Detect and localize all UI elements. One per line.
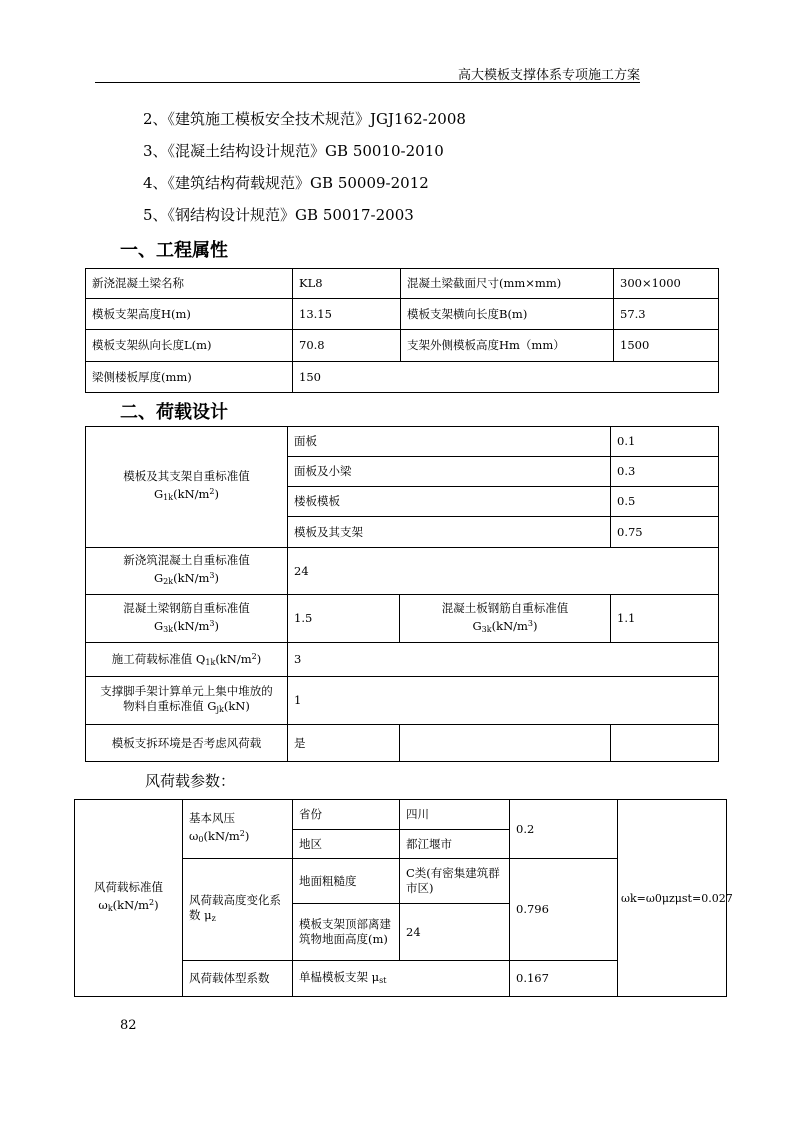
top-height-label: 模板支架顶部离建筑物地面高度(m) bbox=[293, 904, 400, 961]
g1k-label: 模板及其支架自重标准值 $G_{1k}(kN/m^2)$ bbox=[86, 427, 288, 548]
cell-value: 70.8 bbox=[293, 330, 401, 362]
wind-formula: ωk=ω0μzμst=0.027 bbox=[618, 800, 727, 997]
wind-consider-label: 模板支拆环境是否考虑风荷载 bbox=[86, 725, 288, 762]
district-label: 地区 bbox=[293, 830, 400, 859]
g3k-value: 1.5 bbox=[288, 595, 400, 643]
page-number: 82 bbox=[120, 1018, 137, 1033]
cell-label: 混凝土梁截面尺寸(mm×mm) bbox=[401, 269, 614, 299]
g1k-item-name: 模板及其支架 bbox=[288, 517, 611, 548]
province-label: 省份 bbox=[293, 800, 400, 830]
wind-standard-label: 风荷载标准值 $\omega_k(kN/m^2)$ bbox=[75, 800, 183, 997]
cell-value: 13.15 bbox=[293, 299, 401, 330]
basic-wind-pressure-label: 基本风压 $\omega_0(kN/m^2)$ bbox=[183, 800, 293, 859]
height-coefficient-label: 风荷载高度变化系数 $\mu_z$ bbox=[183, 859, 293, 961]
g2k-label: 新浇筑混凝土自重标准值 $G_{2k}(kN/m^3)$ bbox=[86, 548, 288, 595]
cell-value: KL8 bbox=[293, 269, 401, 299]
section-heading-project-properties: 一、工程属性 bbox=[120, 240, 228, 261]
wind-load-heading: 风荷载参数： bbox=[145, 772, 236, 790]
roughness-label: 地面粗糙度 bbox=[293, 859, 400, 904]
g1k-item-name: 楼板模板 bbox=[288, 487, 611, 517]
empty-cell bbox=[611, 725, 719, 762]
g1k-item-name: 面板及小梁 bbox=[288, 457, 611, 487]
cell-label: 模板支架高度H(m) bbox=[86, 299, 293, 330]
wind-consider-value: 是 bbox=[288, 725, 400, 762]
g3k-slab-value: 1.1 bbox=[611, 595, 719, 643]
project-properties-table bbox=[85, 268, 719, 393]
load-design-table bbox=[85, 426, 719, 762]
cell-label: 新浇混凝土梁名称 bbox=[86, 269, 293, 299]
cell-value: 300×1000 bbox=[614, 269, 719, 299]
cell-label: 支架外侧模板高度Hm（mm） bbox=[401, 330, 614, 362]
reference-item: 4、《建筑结构荷载规范》GB 50009-2012 bbox=[143, 174, 429, 192]
section-heading-load-design: 二、荷载设计 bbox=[120, 402, 228, 423]
cell-value: 150 bbox=[293, 362, 719, 393]
reference-item: 5、《钢结构设计规范》GB 50017-2003 bbox=[143, 206, 414, 224]
g1k-item-name: 面板 bbox=[288, 427, 611, 457]
cell-label: 模板支架纵向长度L(m) bbox=[86, 330, 293, 362]
cell-value: 1500 bbox=[614, 330, 719, 362]
wind-load-table bbox=[74, 799, 733, 997]
g1k-item-value: 0.1 bbox=[611, 427, 719, 457]
cell-label: 梁侧楼板厚度(mm) bbox=[86, 362, 293, 393]
top-height-value: 24 bbox=[400, 904, 510, 961]
g1k-item-value: 0.5 bbox=[611, 487, 719, 517]
g2k-value: 24 bbox=[288, 548, 719, 595]
g1k-item-value: 0.75 bbox=[611, 517, 719, 548]
roughness-value: C类(有密集建筑群市区) bbox=[400, 859, 510, 904]
reference-list bbox=[143, 107, 466, 235]
height-coefficient-value: 0.796 bbox=[510, 859, 618, 961]
empty-cell bbox=[400, 725, 611, 762]
single-frame-label: 单榀模板支架 $\mu_{st}$ bbox=[293, 961, 510, 997]
gjk-label: 支撑脚手架计算单元上集中堆放的 物料自重标准值 $G_{jk}(kN)$ bbox=[86, 677, 288, 725]
cell-value: 57.3 bbox=[614, 299, 719, 330]
reference-item: 3、《混凝土结构设计规范》GB 50010-2010 bbox=[143, 142, 444, 160]
page-header-title: 高大模板支撑体系专项施工方案 bbox=[457, 68, 640, 83]
q1k-value: 3 bbox=[288, 643, 719, 677]
gjk-value: 1 bbox=[288, 677, 719, 725]
district-value: 都江堰市 bbox=[400, 830, 510, 859]
cell-label: 模板支架横向长度B(m) bbox=[401, 299, 614, 330]
g1k-item-value: 0.3 bbox=[611, 457, 719, 487]
header-rule bbox=[95, 82, 640, 83]
shape-coefficient-value: 0.167 bbox=[510, 961, 618, 997]
reference-item: 2、《建筑施工模板安全技术规范》JGJ162-2008 bbox=[143, 110, 466, 128]
shape-coefficient-label: 风荷载体型系数 bbox=[183, 961, 293, 997]
province-value: 四川 bbox=[400, 800, 510, 830]
q1k-label: 施工荷载标准值 $Q_{1k}(kN/m^2)$ bbox=[86, 643, 288, 677]
basic-wind-pressure-value: 0.2 bbox=[510, 800, 618, 859]
g3k-slab-label: 混凝土板钢筋自重标准值 $G_{3k}(kN/m^3)$ bbox=[400, 595, 611, 643]
g3k-label: 混凝土梁钢筋自重标准值 $G_{3k}(kN/m^3)$ bbox=[86, 595, 288, 643]
